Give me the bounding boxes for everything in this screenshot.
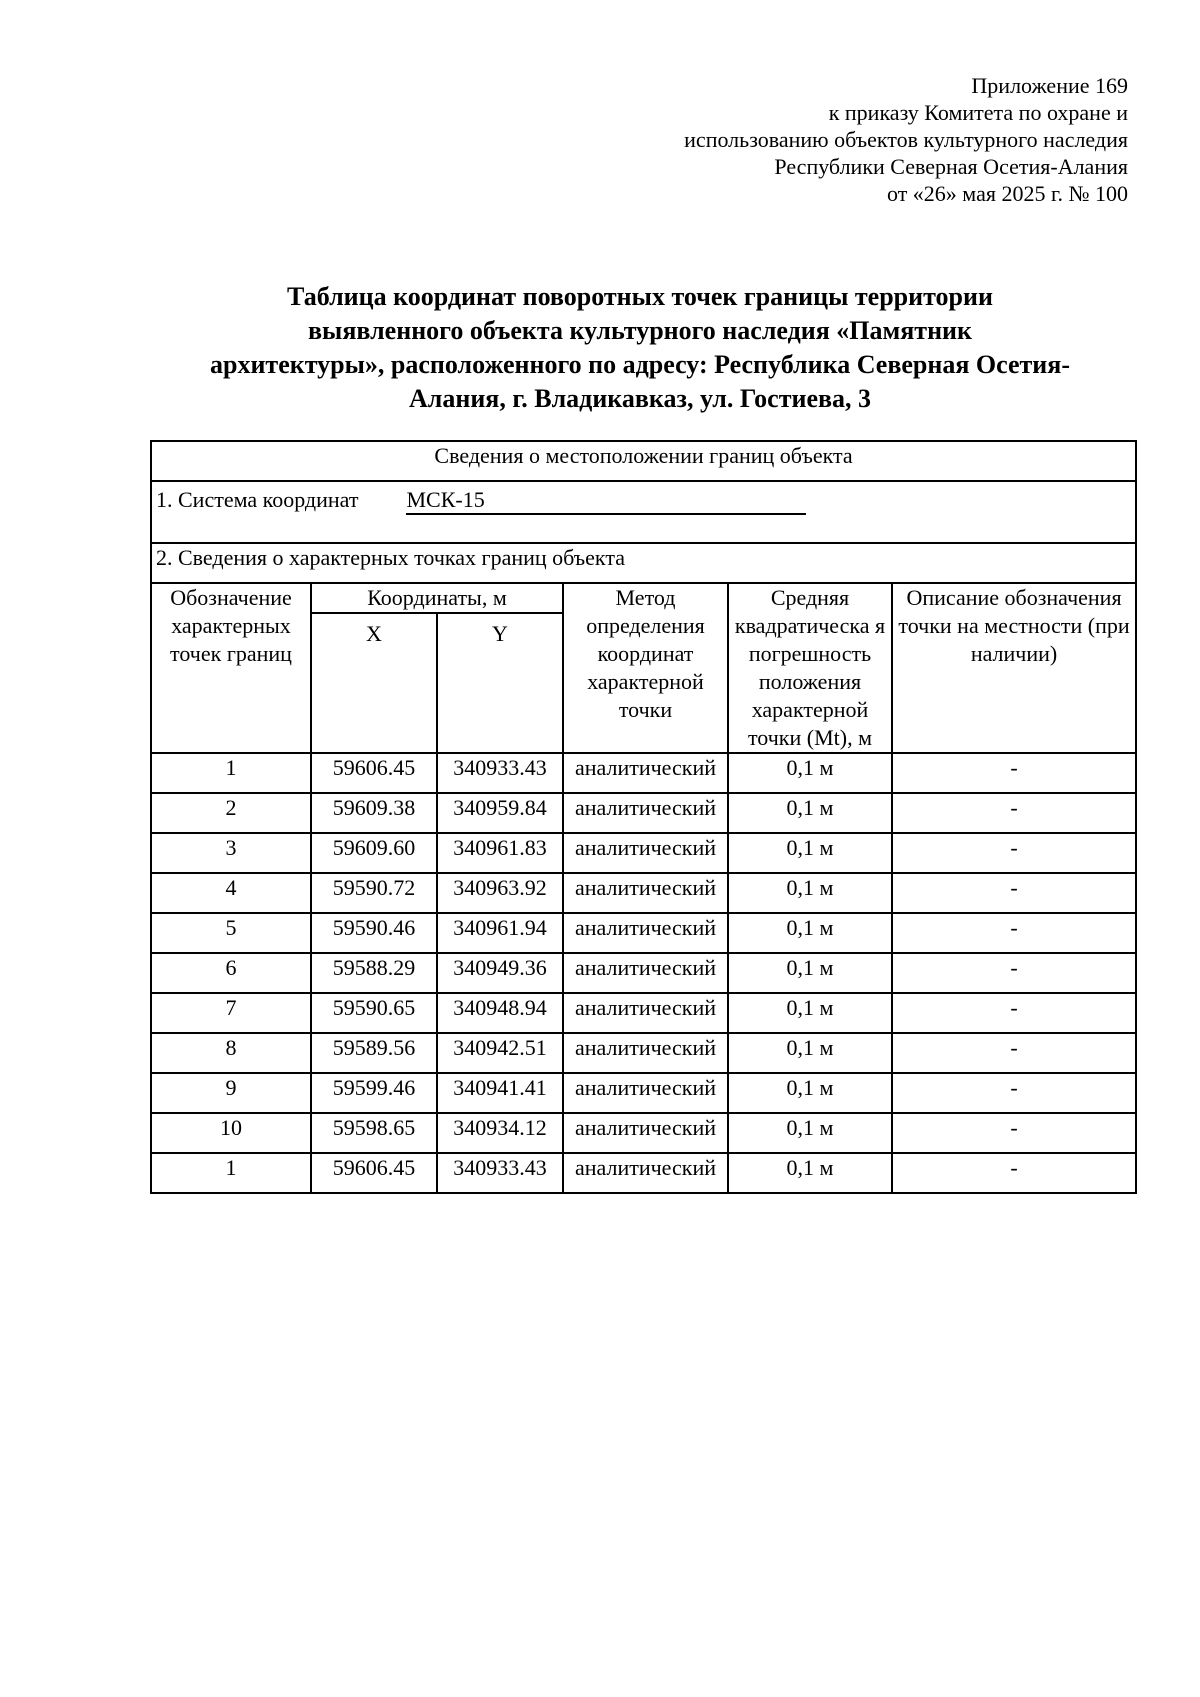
cell-method: аналитический	[563, 1073, 728, 1113]
data-rows	[151, 753, 1136, 1193]
appendix-block	[684, 72, 1128, 207]
table-row	[151, 993, 1136, 1033]
cell-method: аналитический	[563, 753, 728, 793]
title-line: Алания, г. Владикавказ, ул. Гостиева, 3	[408, 384, 872, 413]
cell-method: аналитический	[563, 793, 728, 833]
cell-description: -	[892, 833, 1136, 873]
cell-description: -	[892, 913, 1136, 953]
cell-x: 59606.45	[311, 1153, 437, 1193]
table-row	[151, 1153, 1136, 1193]
table-row	[151, 1073, 1136, 1113]
header-designation: Обозначение характерных точек границ	[151, 583, 311, 753]
cell-point: 4	[151, 873, 311, 913]
cell-error: 0,1 м	[728, 993, 892, 1033]
cell-x: 59609.60	[311, 833, 437, 873]
title-line: архитектуры», расположенного по адресу: Республика Северная Осетия-	[209, 350, 1071, 379]
table-row	[151, 1113, 1136, 1153]
cell-error: 0,1 м	[728, 953, 892, 993]
cell-y: 340933.43	[437, 753, 563, 793]
cell-y: 340961.94	[437, 913, 563, 953]
section-header-row	[151, 441, 1136, 481]
cell-point: 5	[151, 913, 311, 953]
document-title	[150, 280, 1130, 416]
coord-system-label: 1. Система координат	[156, 487, 359, 512]
cell-y: 340933.43	[437, 1153, 563, 1193]
cell-description: -	[892, 873, 1136, 913]
cell-description: -	[892, 953, 1136, 993]
cell-error: 0,1 м	[728, 1153, 892, 1193]
cell-y: 340961.83	[437, 833, 563, 873]
appendix-line: к приказу Комитета по охране и	[828, 100, 1128, 125]
cell-description: -	[892, 993, 1136, 1033]
cell-x: 59599.46	[311, 1073, 437, 1113]
cell-error: 0,1 м	[728, 753, 892, 793]
cell-description: -	[892, 1113, 1136, 1153]
points-section-header: 2. Сведения о характерных точках границ объекта	[151, 543, 1136, 583]
table-row	[151, 913, 1136, 953]
cell-x: 59590.46	[311, 913, 437, 953]
coordinates-table	[150, 440, 1137, 1194]
cell-y: 340942.51	[437, 1033, 563, 1073]
header-y: Y	[437, 613, 563, 753]
cell-description: -	[892, 1153, 1136, 1193]
title-line: выявленного объекта культурного наследия «Памятник	[307, 316, 973, 345]
coord-system-value: МСК-15	[406, 487, 806, 515]
header-error: Средняя квадратическа я погрешность положения характерной точки (Mt), м	[728, 583, 892, 753]
cell-y: 340959.84	[437, 793, 563, 833]
appendix-line: Республики Северная Осетия-Алания	[774, 154, 1128, 179]
cell-point: 2	[151, 793, 311, 833]
cell-x: 59589.56	[311, 1033, 437, 1073]
cell-error: 0,1 м	[728, 833, 892, 873]
header-description: Описание обозначения точки на местности (при наличии)	[892, 583, 1136, 753]
appendix-line: Приложение 169	[971, 73, 1128, 98]
cell-error: 0,1 м	[728, 1033, 892, 1073]
cell-y: 340963.92	[437, 873, 563, 913]
cell-x: 59606.45	[311, 753, 437, 793]
table-row	[151, 1033, 1136, 1073]
appendix-line: использованию объектов культурного наследия	[684, 127, 1128, 152]
cell-y: 340934.12	[437, 1113, 563, 1153]
cell-error: 0,1 м	[728, 1113, 892, 1153]
table-row	[151, 793, 1136, 833]
cell-y: 340948.94	[437, 993, 563, 1033]
table-row	[151, 873, 1136, 913]
table-row	[151, 953, 1136, 993]
cell-error: 0,1 м	[728, 793, 892, 833]
section-header: Сведения о местоположении границ объекта	[151, 441, 1136, 481]
cell-x: 59598.65	[311, 1113, 437, 1153]
cell-method: аналитический	[563, 833, 728, 873]
cell-point: 8	[151, 1033, 311, 1073]
cell-description: -	[892, 1073, 1136, 1113]
cell-method: аналитический	[563, 993, 728, 1033]
cell-method: аналитический	[563, 1153, 728, 1193]
cell-x: 59590.65	[311, 993, 437, 1033]
cell-error: 0,1 м	[728, 913, 892, 953]
table-row	[151, 833, 1136, 873]
cell-method: аналитический	[563, 1033, 728, 1073]
cell-point: 1	[151, 1153, 311, 1193]
cell-point: 10	[151, 1113, 311, 1153]
cell-description: -	[892, 753, 1136, 793]
cell-error: 0,1 м	[728, 1073, 892, 1113]
cell-y: 340941.41	[437, 1073, 563, 1113]
header-x: X	[311, 613, 437, 753]
cell-description: -	[892, 793, 1136, 833]
points-section-row	[151, 543, 1136, 583]
cell-point: 9	[151, 1073, 311, 1113]
cell-description: -	[892, 1033, 1136, 1073]
table-row	[151, 753, 1136, 793]
cell-x: 59609.38	[311, 793, 437, 833]
cell-point: 6	[151, 953, 311, 993]
header-coordinates: Координаты, м	[311, 583, 563, 613]
coord-system-row	[151, 481, 1136, 543]
cell-y: 340949.36	[437, 953, 563, 993]
cell-method: аналитический	[563, 953, 728, 993]
cell-point: 7	[151, 993, 311, 1033]
title-line: Таблица координат поворотных точек границы территории	[287, 282, 993, 311]
cell-point: 3	[151, 833, 311, 873]
cell-error: 0,1 м	[728, 873, 892, 913]
cell-method: аналитический	[563, 913, 728, 953]
cell-method: аналитический	[563, 873, 728, 913]
cell-x: 59588.29	[311, 953, 437, 993]
appendix-line: от «26» мая 2025 г. № 100	[886, 181, 1128, 206]
header-row	[151, 583, 1136, 613]
cell-x: 59590.72	[311, 873, 437, 913]
cell-point: 1	[151, 753, 311, 793]
header-method: Метод определения координат характерной точки	[563, 583, 728, 753]
cell-method: аналитический	[563, 1113, 728, 1153]
